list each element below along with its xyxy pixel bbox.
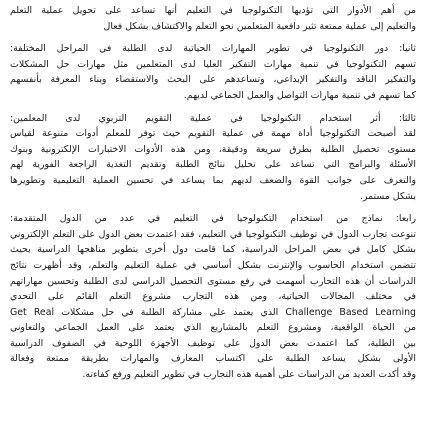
text-line: تنوعت تجارب الدول في توظيف التكنولوجيا في التعليم، فقد اعتمدت بعض الدول على التعلم الإلكتروني bbox=[10, 228, 416, 240]
text-line: بين الطلبة، كما اعتمدت بعض الدول على توظيف الأجهزة اللوحية في الصفوف الدراسية bbox=[10, 337, 416, 349]
paragraph bbox=[10, 3, 416, 34]
text-line: لقد أصبحت التكنولوجيا أداة مهمة في عملية التقويم حيث توفر للمعلم أدوات متنوعة لقياس bbox=[10, 128, 416, 140]
text-line: الدراسات أن هذه التجارب أسهمت في رفع مستوى التحصيل الدراسي لدى الطلبة وتحسين مهاراتهم bbox=[10, 275, 416, 287]
text-line: Challenge Based Learning الذي يعتمد على مشاركة الطلبة في حل مشكلات Get Real bbox=[10, 306, 416, 318]
paragraph bbox=[10, 211, 416, 383]
text-line: في مختلف المجالات الحياتية، ومن هذه التجارب مشروع التعلم القائم على التحدي bbox=[10, 291, 416, 303]
text-line: رابعا: نماذج من استخدام التكنولوجيا في التعليم في عدد من الدول المتقدمة: bbox=[10, 213, 416, 225]
text-line: بشكل مستمر. bbox=[359, 190, 416, 202]
text-line: الأولى بشكل يساعد الطلبة على اكتساب المعارف والمهارات بطريقة ممتعة وفعالة bbox=[10, 353, 416, 365]
text-line: من الحياة الواقعية، ومشروع التعلم بالمشاريع الذي يعتمد على العمل الجماعي والتعاوني bbox=[10, 322, 416, 334]
text-line: كما تسهم في تنمية مهارات التواصل والعمل الجماعي لديهم. bbox=[183, 89, 416, 101]
text-line: والتعليم إلى عملية ممتعة تثير دافعية المتعلمين نحو التعلم والاكتشاف بشكل فعال bbox=[103, 20, 416, 32]
paragraph bbox=[10, 111, 416, 205]
text-line: تتضمن استخدام الحاسوب والإنترنت بشكل أساسي في عملية التعليم والتعلم، وقد أظهرت نتائج bbox=[10, 259, 416, 271]
text-line: مستوى تحصيل الطلبة بطرق سريعة ودقيقة، ومن هذه الأدوات الاختبارات الإلكترونية وبنوك bbox=[10, 143, 416, 155]
paragraph bbox=[10, 41, 416, 103]
text-line: وقد أكدت العديد من الدراسات على أهمية هذه التجارب في تطوير التعليم ورفع كفاءته. bbox=[82, 369, 416, 381]
text-line: تسهم التكنولوجيا في تنمية مهارات التفكير العليا لدى المتعلمين مثل مهارات حل المشكلات bbox=[10, 58, 416, 70]
text-line: والتعرف على جوانب القوة والضعف لديهم بما يساعد في تحسين العملية التعليمية وتطويرها bbox=[10, 174, 416, 186]
text-line: والتفكير الناقد والتفكير الإبداعي، وتساعدهم على البحث والاستقصاء وبناء المعرفة بأنفسهم bbox=[10, 74, 416, 86]
text-line: الأسئلة والبرامج التي تساعد على تحليل نتائج الطلبة وتقديم التغذية الراجعة الفورية لهم bbox=[10, 159, 416, 171]
text-line: ثانيا: دور التكنولوجيا في تطوير المهارات الحياتية لدى الطلبة في المراحل المختلفة: bbox=[10, 43, 416, 55]
text-line: من أهم الأدوار التي تؤديها التكنولوجيا في التعليم أنها تساعد على تحويل عملية التعلم bbox=[10, 5, 416, 16]
text-line: بشكل كامل في بعض المراحل الدراسية، كما قامت دول أخرى بتطوير مناهجها الدراسية بحيث bbox=[10, 244, 416, 256]
text-line: ثالثا: أثر استخدام التكنولوجيا في عملية التقويم التربوي لدى المعلمين: bbox=[10, 112, 416, 124]
